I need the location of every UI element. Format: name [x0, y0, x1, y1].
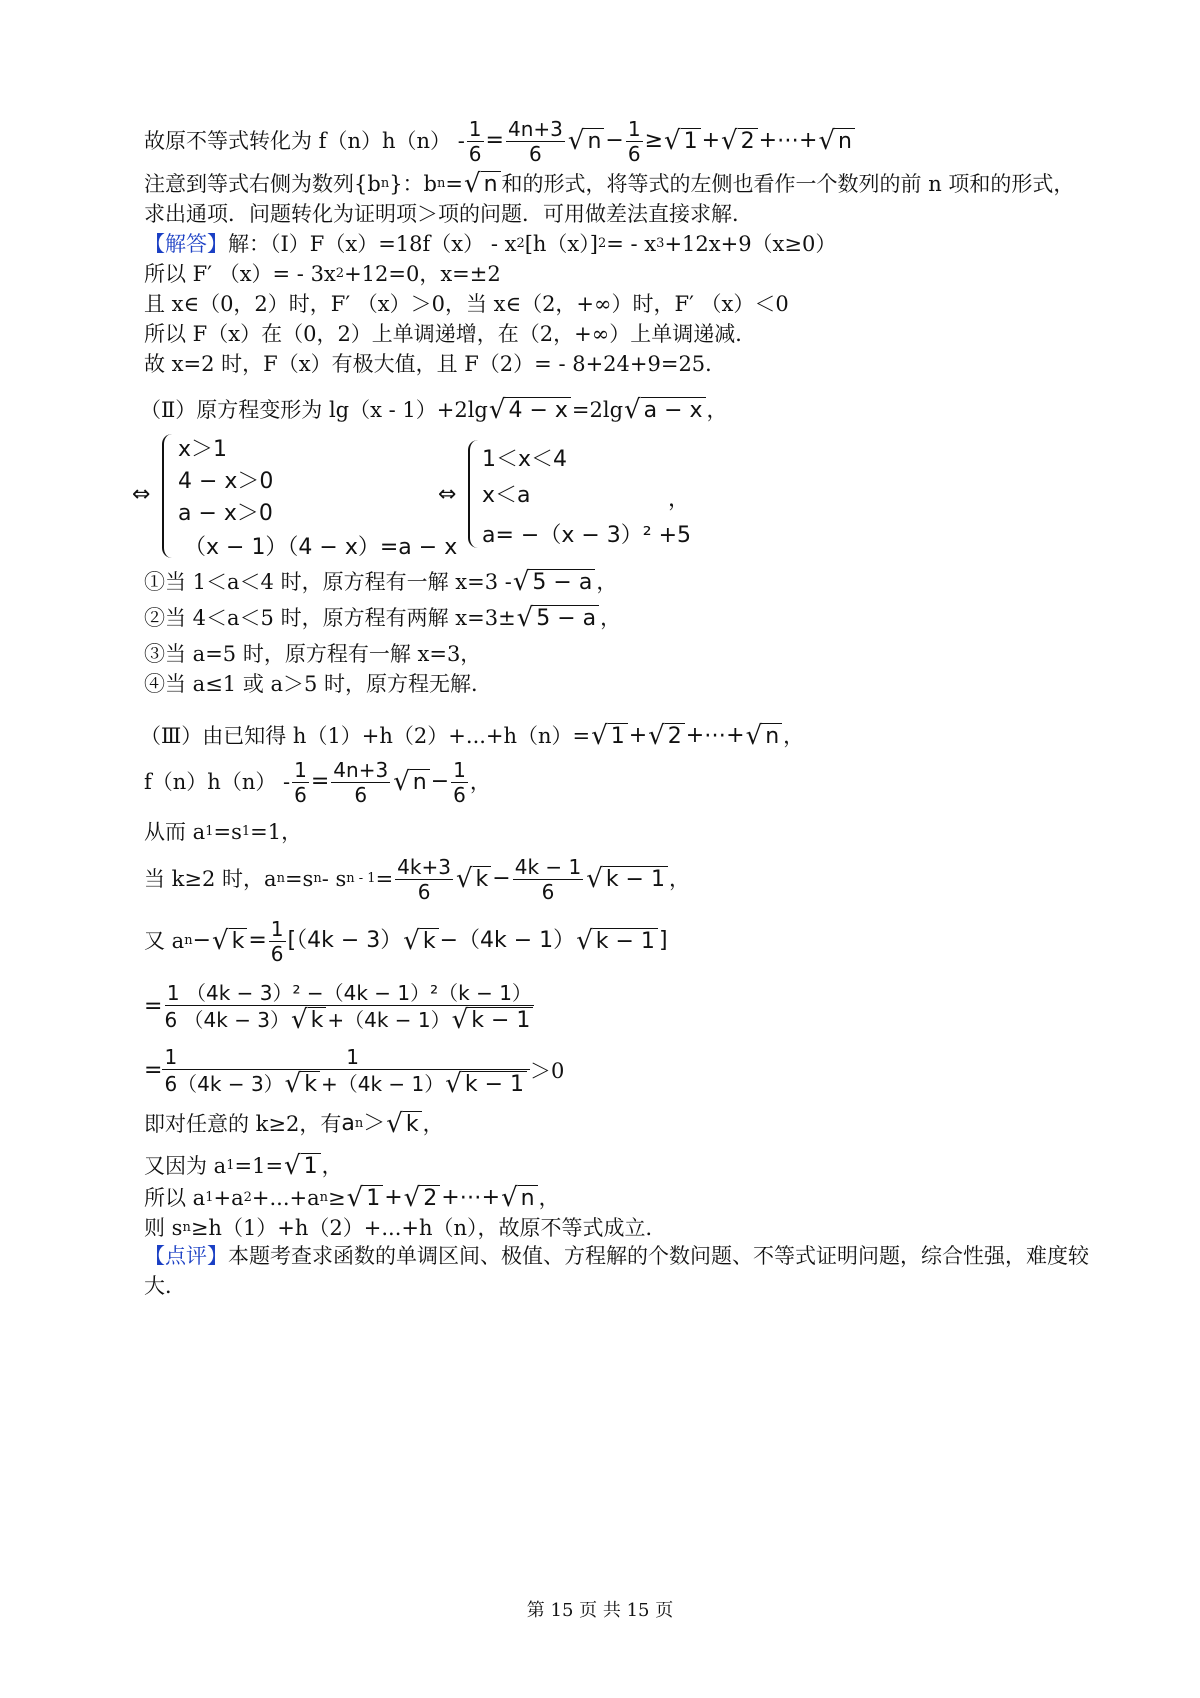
sqrt: √ n [568, 127, 605, 155]
text-line: = 1 1 6（4k − 3） √ k +（4k − 1） √ k − 1 ＞0 [144, 1044, 565, 1099]
fraction [467, 117, 484, 166]
text-line: 所以 a 1 +a 2 +...+a n ≥ √ 1 + √ 2 +⋯+ √ n ， [144, 1183, 560, 1213]
sqrt: √ k − 1 [576, 927, 658, 955]
text: 故原不等式转化为 f（n）h（n） - [144, 129, 465, 153]
text-line: = 1 （4k − 3）² −（4k − 1）²（k − 1） 6 （4k − 3） √ k +（4k − 1） √ k − 1 [144, 976, 1110, 1038]
text-line: 【点评】 本题考查求函数的单调区间、极值、方程解的个数问题、不等式证明问题，综合性强，难度较 [144, 1244, 1089, 1268]
numerator: 1 [468, 116, 482, 141]
sqrt: √ 5 − a [513, 568, 595, 596]
comment-tag: 【点评】 [144, 1244, 228, 1268]
sqrt: √ k [386, 1110, 421, 1138]
sqrt: √ 1 [664, 127, 701, 155]
sqrt: √ 1 [284, 1152, 321, 1180]
equivalence-arrow: ⇔ [132, 482, 151, 507]
fraction: 1 1 6（4k − 3） √ k +（4k − 1） √ k − 1 [164, 1045, 528, 1098]
operator: + [701, 128, 721, 153]
denominator: 6 [468, 141, 482, 166]
text-line: 又 a n − √ k = $\frac{1}{6}$ [（4k − 3） √ k −（4k − 1） √ k − 1 ] [144, 916, 668, 966]
operator: +⋯+ [758, 128, 818, 153]
fraction: $\frac{1}{6}$ [627, 116, 641, 166]
brace [468, 440, 482, 548]
text-line: 当 k≥2 时，a n =s n - s n - 1 = $\frac{4k+3}{6}$ √ k − $\frac{4k - 1}{6}$ √ k − 1 ， [144, 854, 690, 904]
sqrt: √ 5 − a [517, 604, 599, 632]
sqrt: √ 2 [721, 127, 758, 155]
sqrt: √ n [393, 768, 430, 796]
text-line: 且 x∈（0，2）时，F′ （x）＞0，当 x∈（2，+∞）时，F′ （x）＜0 [144, 292, 789, 316]
text-line: ④当 a≤1 或 a＞5 时，原方程无解． [144, 672, 493, 696]
sqrt: √ a − x [624, 396, 706, 424]
text-line: f（n）h（n） - $\frac{1}{6}$ = $\frac{4n+3}{6}$ √ n − $\frac{1}{6}$ ， [144, 757, 491, 807]
answer-tag: 【解答】 [144, 232, 228, 256]
sqrt: √ n [501, 1184, 538, 1212]
sqrt: √ 2 [404, 1184, 441, 1212]
text-line: 注意到等式右侧为数列{b n }：b n = √ n 和的形式，将等式的左侧也看作一个数列的前 n 项和的形式， [144, 169, 1075, 199]
text-line: 故原不等式转化为 f（n）h（n） - $\frac{1}{6}$ = $\frac{4n+3}{6}$ √ n − $\frac{1}{6}$ ≥ √ 1 + √ 2 +⋯+ √ n [144, 116, 1110, 166]
sqrt: √ 4 − x [489, 396, 571, 424]
text-line: 所以 F′ （x）= - 3x 2 +12=0，x=±2 [144, 262, 501, 286]
brace [162, 434, 176, 558]
text-line: 又因为 a 1 =1= √ 1 ， [144, 1151, 343, 1181]
text-line: 故 x=2 时，F（x）有极大值，且 F（2）= - 8+24+9=25． [144, 352, 727, 376]
sqrt: √ k − 1 [586, 865, 668, 893]
text-line: （Ⅱ）原方程变形为 lg（x - 1）+2lg √ 4 − x =2lg √ a − x ， [140, 395, 728, 425]
equivalence-arrow: ⇔ [438, 482, 457, 507]
text-line: 所以 F（x）在（0，2）上单调递增，在（2，+∞）上单调递减． [144, 322, 757, 346]
operator: − [605, 128, 624, 153]
text-line: ③当 a=5 时，原方程有一解 x=3， [144, 642, 482, 666]
text-line: （Ⅲ）由已知得 h（1）+h（2）+...+h（n）= √ 1 + √ 2 +⋯+ √ n ， [140, 721, 805, 751]
text-line: ①当 1＜a＜4 时，原方程有一解 x=3 - √ 5 − a ， [144, 567, 618, 597]
text-line: 【解答】 解：（Ⅰ）F（x）=18f（x） - x 2 [h（x）] 2 = - x 3 +12x+9（x≥0） [144, 232, 837, 256]
denominator: 6 [529, 141, 542, 166]
fraction: 1 （4k − 3）² −（4k − 1）²（k − 1） 6 （4k − 3） √ k +（4k − 1） √ k − 1 [164, 980, 532, 1035]
sqrt: √ n [818, 127, 855, 155]
sqrt: √ k [403, 927, 438, 955]
text-line: ②当 4＜a＜5 时，原方程有两解 x=3± √ 5 − a ， [144, 603, 622, 633]
text-line: 求出通项．问题转化为证明项＞项的问题．可用做差法直接求解． [144, 202, 753, 226]
operator: ≥ [644, 128, 663, 153]
numerator: 4n+3 [507, 116, 563, 141]
text-line: 即对任意的 k≥2，有 a n ＞ √ k ， [144, 1109, 444, 1139]
sqrt: √ n [464, 170, 501, 198]
text-line: 则 s n ≥h（1）+h（2）+...+h（n），故原不等式成立． [144, 1216, 667, 1240]
sqrt: √ 2 [648, 722, 685, 750]
sqrt: √ k [212, 927, 247, 955]
text-line: 大． [144, 1274, 186, 1298]
equation-system: ⇔ x＞1 4 − x＞0 a − x＞0 （x − 1）（4 − x）=a − x ⇔ 1＜x＜4 x＜a a= −（x − 3）² +5 ， [132, 432, 1032, 560]
text-line: 从而 a 1 =s 1 =1， [144, 820, 303, 844]
sqrt: √ n [746, 722, 783, 750]
sqrt: √ 1 [591, 722, 628, 750]
fraction [506, 117, 565, 166]
sqrt: √ k [456, 865, 491, 893]
sqrt: √ 1 [347, 1184, 384, 1212]
page-footer: 第 15 页 共 15 页 [526, 1600, 674, 1621]
